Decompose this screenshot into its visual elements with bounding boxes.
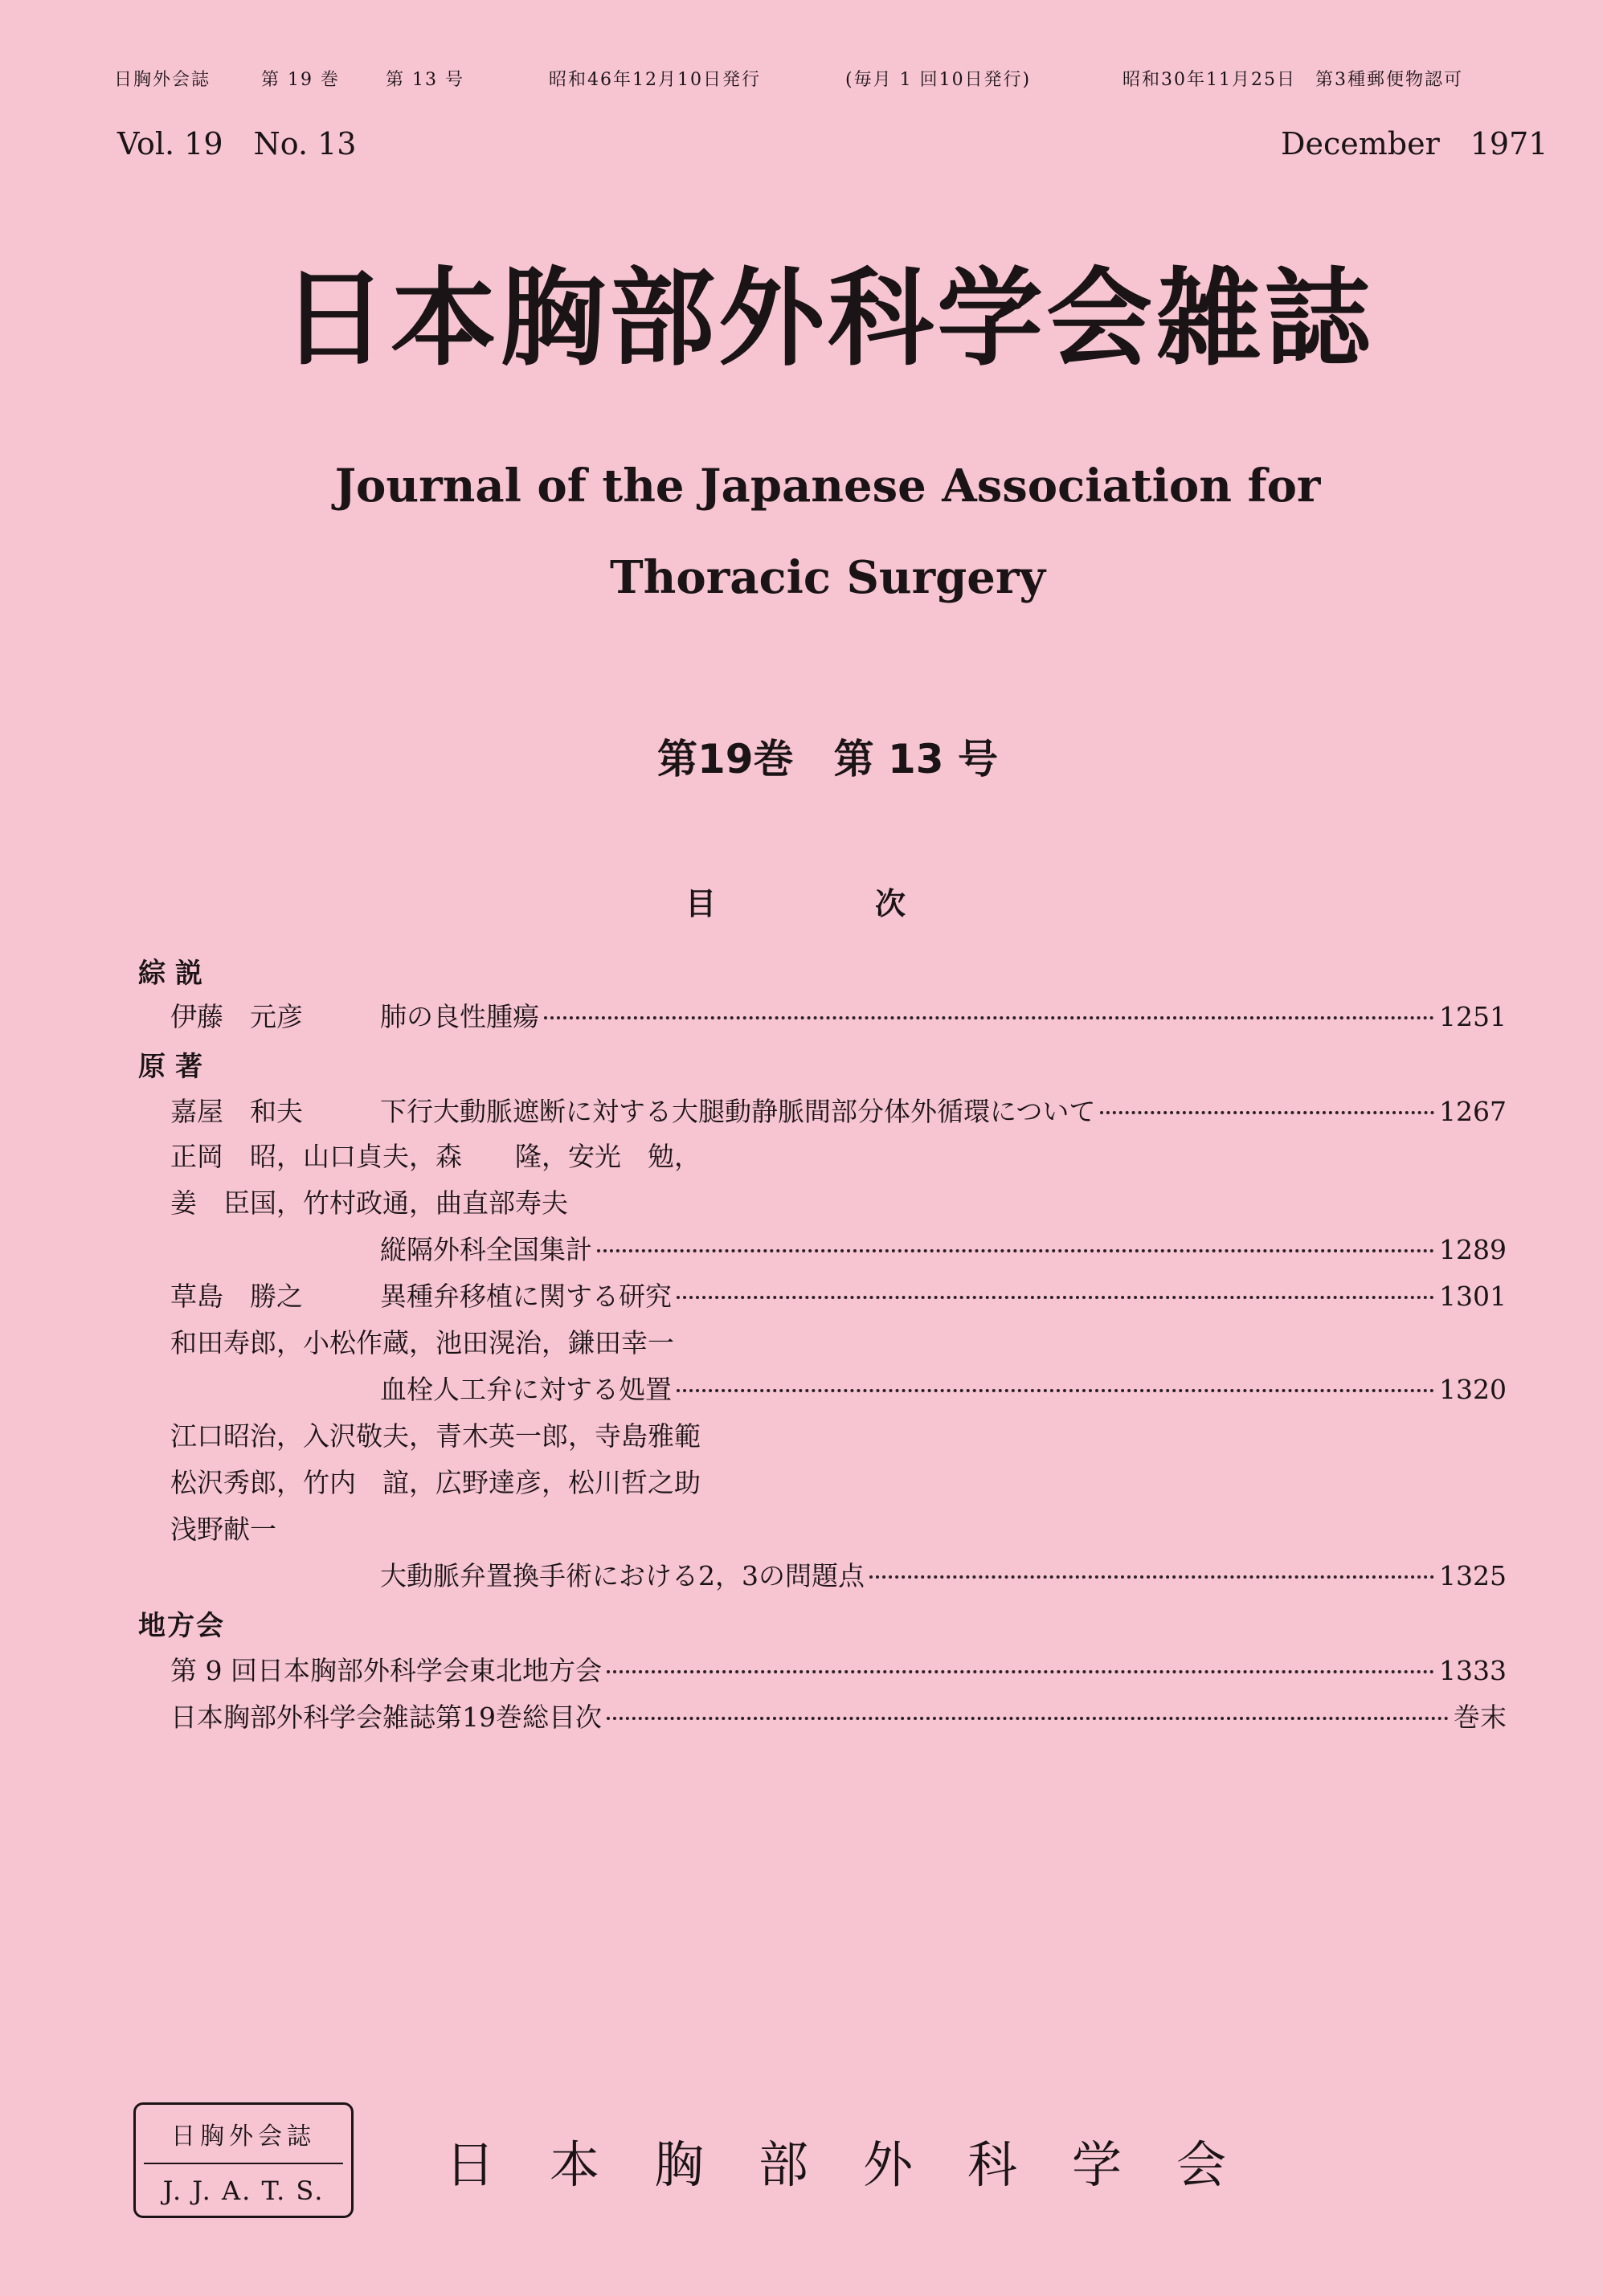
toc-page: 1267 <box>1439 1096 1507 1127</box>
toc-entry[interactable] <box>170 1650 1507 1688</box>
leader-dots <box>677 1389 1434 1392</box>
toc-title: 肺の良性腫瘍 <box>380 1001 539 1032</box>
toc-entry[interactable] <box>380 1555 1507 1593</box>
toc-entry[interactable] <box>380 996 1507 1034</box>
header-publication-date: 昭和46年12月10日発行 <box>549 70 761 90</box>
toc-entry[interactable] <box>380 1091 1507 1129</box>
badge-divider <box>144 2163 343 2164</box>
section-original: 原著 <box>138 1051 212 1083</box>
toc-authors: 松沢秀郎，竹内 誼，広野達彦，松川哲之助 <box>170 1467 701 1498</box>
journal-abbreviation-badge <box>133 2102 354 2218</box>
toc-heading: 目 次 <box>685 886 970 921</box>
toc-page: 巻末 <box>1454 1702 1507 1733</box>
toc-page: 1301 <box>1439 1281 1507 1312</box>
toc-title: 血栓人工弁に対する処置 <box>380 1374 672 1405</box>
issue-label: 第19巻 第 13 号 <box>657 736 998 782</box>
badge-abbr-jp: 日胸外会誌 <box>171 2122 316 2151</box>
leader-dots <box>607 1670 1434 1673</box>
toc-page: 1251 <box>1439 1001 1507 1032</box>
toc-page: 1325 <box>1439 1560 1507 1591</box>
toc-title: 大動脈弁置換手術における2，3の問題点 <box>380 1560 865 1591</box>
header-postal-notice: 昭和30年11月25日 第3種郵便物認可 <box>1123 70 1463 90</box>
header-volume-en: Vol. 19 No. 13 <box>117 126 357 161</box>
toc-title: 下行大動脈遮断に対する大腿動静脈間部分体外循環について <box>380 1096 1096 1127</box>
leader-dots <box>677 1296 1434 1299</box>
toc-entry[interactable] <box>380 1369 1507 1407</box>
journal-title-jp: 日本胸部外科学会雑誌 <box>281 257 1374 381</box>
toc-title: 縦隔外科全国集計 <box>380 1234 592 1265</box>
toc-authors: 和田寿郎，小松作蔵，池田滉治，鎌田幸一 <box>170 1327 674 1358</box>
toc-authors: 正岡 昭，山口貞夫，森 隆，安光 勉， <box>170 1141 701 1172</box>
journal-title-en-line1: Journal of the Japanese Association for <box>334 460 1321 513</box>
toc-entry[interactable] <box>380 1229 1507 1267</box>
leader-dots <box>1100 1111 1434 1114</box>
toc-authors: 江口昭治，入沢敬夫，青木英一郎，寺島雅範 <box>170 1420 701 1452</box>
toc-page: 1320 <box>1439 1374 1507 1405</box>
toc-authors: 草島 勝之 <box>170 1281 303 1312</box>
section-regional: 地方会 <box>138 1610 225 1642</box>
header-frequency: (毎月 1 回10日発行) <box>845 70 1032 90</box>
header-date-en: December 1971 <box>1281 126 1548 161</box>
leader-dots <box>869 1575 1434 1579</box>
journal-title-en-line2: Thoracic Surgery <box>610 551 1045 604</box>
toc-authors: 伊藤 元彦 <box>170 1001 303 1032</box>
section-review: 綜説 <box>138 958 212 990</box>
leader-dots <box>607 1717 1449 1720</box>
badge-abbr-en: J. J. A. T. S. <box>162 2175 325 2206</box>
toc-title: 異種弁移植に関する研究 <box>380 1281 672 1312</box>
toc-page: 1289 <box>1439 1234 1507 1265</box>
toc-authors: 姜 臣国，竹村政通，曲直部寿夫 <box>170 1187 568 1219</box>
toc-title: 日本胸部外科学会雑誌第19巻総目次 <box>170 1702 602 1733</box>
publisher-name: 日本胸部外科学会 <box>445 2135 1282 2194</box>
header-volume-jp: 第 19 巻 <box>261 70 340 90</box>
leader-dots <box>544 1016 1434 1019</box>
toc-authors: 浅野献一 <box>170 1514 276 1545</box>
toc-authors: 嘉屋 和夫 <box>170 1096 303 1127</box>
toc-page: 1333 <box>1439 1655 1507 1686</box>
header-number-jp: 第 13 号 <box>386 70 464 90</box>
leader-dots <box>597 1249 1434 1252</box>
header-abbr: 日胸外会誌 <box>114 70 211 90</box>
toc-entry[interactable] <box>170 1697 1507 1734</box>
toc-entry[interactable] <box>380 1276 1507 1313</box>
toc-title: 第 9 回日本胸部外科学会東北地方会 <box>170 1655 602 1686</box>
